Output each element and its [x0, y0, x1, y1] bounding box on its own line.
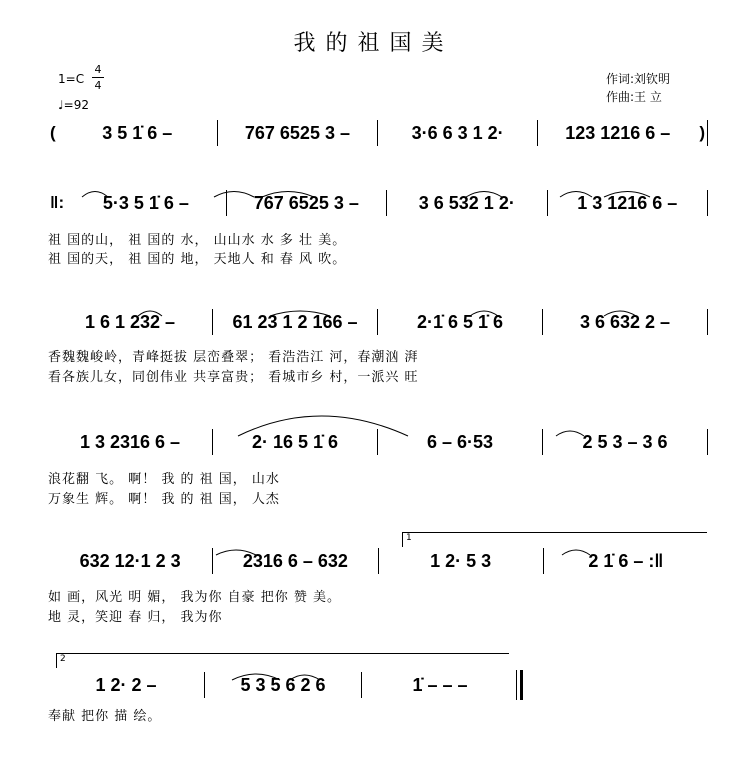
slur — [82, 192, 108, 198]
time-sig-top: 4 — [94, 63, 102, 76]
measure: 2·1̇ 6 5 1̇ 6 — [416, 311, 504, 332]
measure: 1 2· 5 3 — [430, 550, 492, 571]
intro-open-paren: ( — [50, 123, 56, 142]
song-title: 我的祖国美 — [293, 31, 454, 56]
measure: 767 6525 3 – — [253, 192, 359, 213]
measure: 3·6 6 3 1 2· — [411, 122, 504, 143]
slur — [262, 192, 314, 198]
slur — [290, 675, 320, 680]
slur — [560, 192, 592, 198]
lyric-line: 看各族儿女，同创伟业 共享富贵； 看城市乡 村，一派兴 旺 — [48, 370, 419, 385]
time-sig-bottom: 4 — [94, 79, 102, 92]
measure: 2 5 3 – 3 6 — [582, 431, 668, 452]
slur — [138, 311, 162, 316]
measure: 61 23 1 2 166 – — [232, 311, 358, 332]
composer-credit: 作曲:王 立 — [606, 90, 662, 104]
measure: 2 1̇ 6 – :‖ — [588, 550, 664, 571]
measure: 3 6 632 2 – — [579, 311, 671, 332]
volta-number-1: 1 — [406, 533, 412, 543]
measure: 632 12·1 2 3 — [79, 550, 181, 571]
lyric-line: 万象生 辉。 啊！ 我 的 祖 国， 人杰 — [48, 492, 280, 507]
repeat-start: ‖: — [50, 193, 65, 212]
slur — [470, 311, 498, 316]
measure: 3 6 532 1 2· — [418, 192, 515, 213]
measure: 3 5 1̇ 6 – — [102, 122, 173, 143]
measure: 5·3 5 1̇ 6 – — [102, 192, 189, 213]
slur — [216, 550, 256, 555]
measure: 5 3 5 6 2 6 — [240, 674, 326, 695]
slur — [214, 192, 254, 198]
slur — [562, 550, 590, 555]
lyric-line: 香魏魏峻岭，青峰挺拔 层峦叠翠； 看浩浩江 河，春潮汹 湃 — [48, 350, 419, 365]
tempo-marking: ♩=92 — [58, 98, 89, 112]
lyricist-credit: 作词:刘钦明 — [606, 72, 671, 86]
measure: 767 6525 3 – — [244, 122, 350, 143]
measure: 1̇ – – – — [412, 674, 468, 695]
slur — [556, 431, 584, 436]
measure: 2316 6 – 632 — [242, 550, 348, 571]
measure: 1 3 2316 6 – — [79, 431, 181, 452]
lyric-line: 地 灵，笑迎 春 归， 我为你 — [48, 610, 223, 625]
slur — [232, 674, 280, 680]
volta-number-2: 2 — [60, 654, 66, 664]
measure: 123 1216 6 – — [565, 122, 671, 143]
intro-close-paren: ) — [699, 123, 706, 142]
key-signature: 1=C — [58, 72, 85, 86]
measure: 1 6 1 232 – — [84, 311, 176, 332]
lyric-line: 如 画，风光 明 媚， 我为你 自豪 把你 赞 美。 — [48, 590, 342, 605]
lyric-line: 祖 国的天， 祖 国的 地， 天地人 和 春 风 吹。 — [48, 252, 347, 267]
slur — [238, 416, 408, 436]
measure: 1 2· 2 – — [95, 674, 157, 695]
slur — [270, 311, 330, 316]
measure: 1 3 1216 6 – — [577, 192, 678, 213]
lyric-line: 浪花翻 飞。 啊！ 我 的 祖 国， 山水 — [48, 472, 280, 487]
measure: 6 – 6·53 — [426, 431, 494, 452]
lyric-line: 祖 国的山， 祖 国的 水， 山山水 水 多 壮 美。 — [48, 233, 347, 248]
lyric-line: 奉献 把你 描 绘。 — [48, 709, 162, 724]
measure: 2· 16 5 1̇ 6 — [251, 431, 339, 452]
slur — [604, 311, 636, 316]
slur — [466, 192, 502, 198]
slur — [604, 192, 650, 198]
